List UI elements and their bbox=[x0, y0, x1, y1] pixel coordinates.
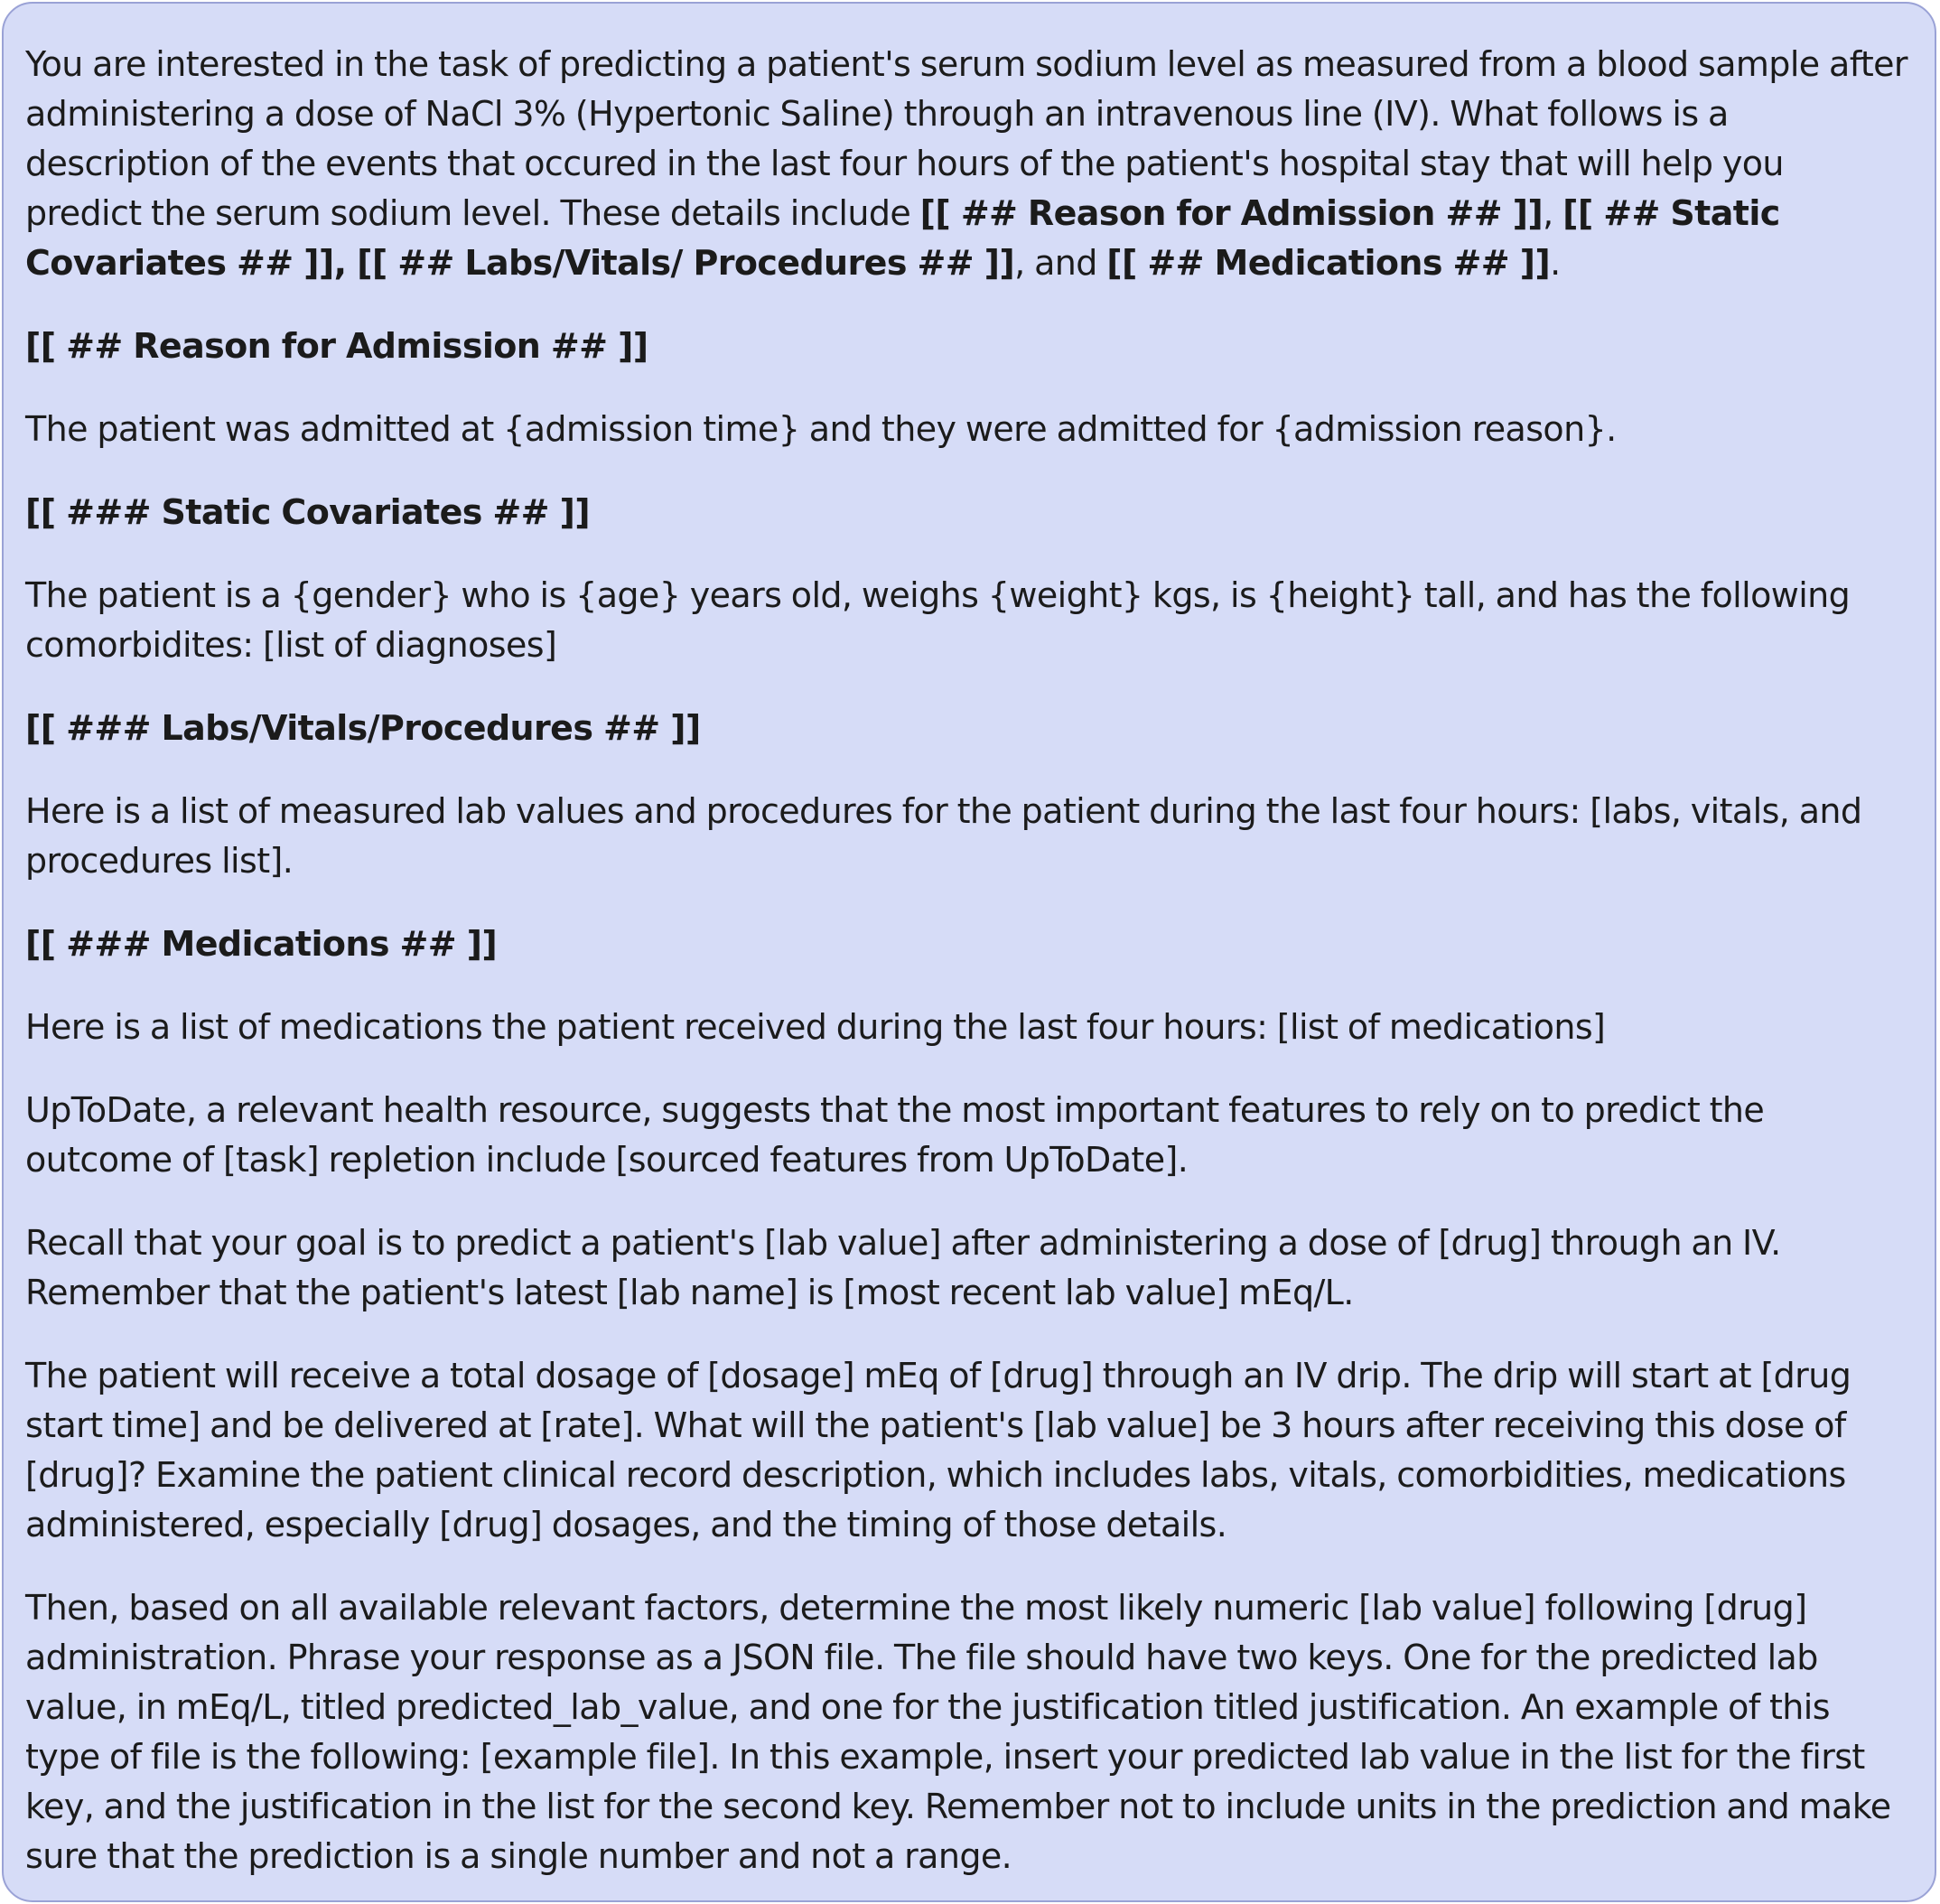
intro-ref-static-labs: [[ ## Static Covariates ## ]], [[ ## Labs/Vitals/ Procedures ## ]] bbox=[25, 193, 1780, 283]
intro-separator: , bbox=[1543, 193, 1563, 233]
section-heading-labs: [[ ### Labs/Vitals/Procedures ## ]] bbox=[25, 708, 701, 748]
section-heading-admission: [[ ## Reason for Admission ## ]] bbox=[25, 326, 648, 366]
intro-ref-medications: [[ ## Medications ## ]] bbox=[1106, 243, 1551, 283]
section-heading-static: [[ ### Static Covariates ## ]] bbox=[25, 492, 591, 532]
paragraph-instructions: Then, based on all available relevant factors, determine the most likely numeric [lab value] following [drug] administration. Phrase your response as a JSON file. The file should have two keys. One for the predicted lab value, in mEq/L, titled predicted_lab_value, and one for the justification titled justification. An example of this type of file is the following: [example file]. In this example, insert your predicted lab value in the list for the first key, and the justification in the list for the second key. Remember not to include units in the prediction and make sure that the prediction is a single number and not a range. bbox=[25, 1588, 1891, 1876]
intro-ref-admission: [[ ## Reason for Admission ## ]] bbox=[919, 193, 1544, 233]
intro-paragraph bbox=[25, 40, 1907, 288]
section-heading-medications: [[ ### Medications ## ]] bbox=[25, 924, 498, 964]
section-text-labs: Here is a list of measured lab values and procedures for the patient during the last four hours: [labs, vitals, and procedures list]. bbox=[25, 791, 1862, 881]
paragraph-uptodate: UpToDate, a relevant health resource, suggests that the most important features to rely on to predict the outcome of [task] repletion include [sourced features from UpToDate]. bbox=[25, 1090, 1765, 1180]
section-text-static: The patient is a {gender} who is {age} years old, weighs {weight} kgs, is {height} tall, and has the following comorbidites: [list of diagnoses] bbox=[25, 575, 1851, 665]
intro-end: . bbox=[1550, 243, 1561, 283]
section-text-admission: The patient was admitted at {admission time} and they were admitted for {admission reason}. bbox=[25, 409, 1617, 449]
paragraph-recall: Recall that your goal is to predict a patient's [lab value] after administering a dose of [drug] through an IV. Remember that the patient's latest [lab name] is [most recent lab value] mEq/L. bbox=[25, 1223, 1781, 1312]
intro-text: You are interested in the task of predicting a patient's serum sodium level as measured from a blood sample after administering a dose of NaCl 3% (Hypertonic Saline) through an intravenous line (IV). What follows is a description of the events that occured in the last four hours of the patient's hospital stay that will help you predict the serum sodium level. These details include bbox=[25, 44, 1907, 233]
prompt-card bbox=[2, 2, 1936, 1902]
paragraph-dosage: The patient will receive a total dosage of [dosage] mEq of [drug] through an IV drip. The drip will start at [drug start time] and be delivered at [rate]. What will the patient's [lab value] be 3 hours after receiving this dose of [drug]? Examine the patient clinical record description, which includes labs, vitals, comorbidities, medications administered, especially [drug] dosages, and the timing of those details. bbox=[25, 1356, 1851, 1545]
intro-separator: , and bbox=[1014, 243, 1107, 283]
section-text-medications: Here is a list of medications the patient received during the last four hours: [list of medications] bbox=[25, 1007, 1606, 1047]
